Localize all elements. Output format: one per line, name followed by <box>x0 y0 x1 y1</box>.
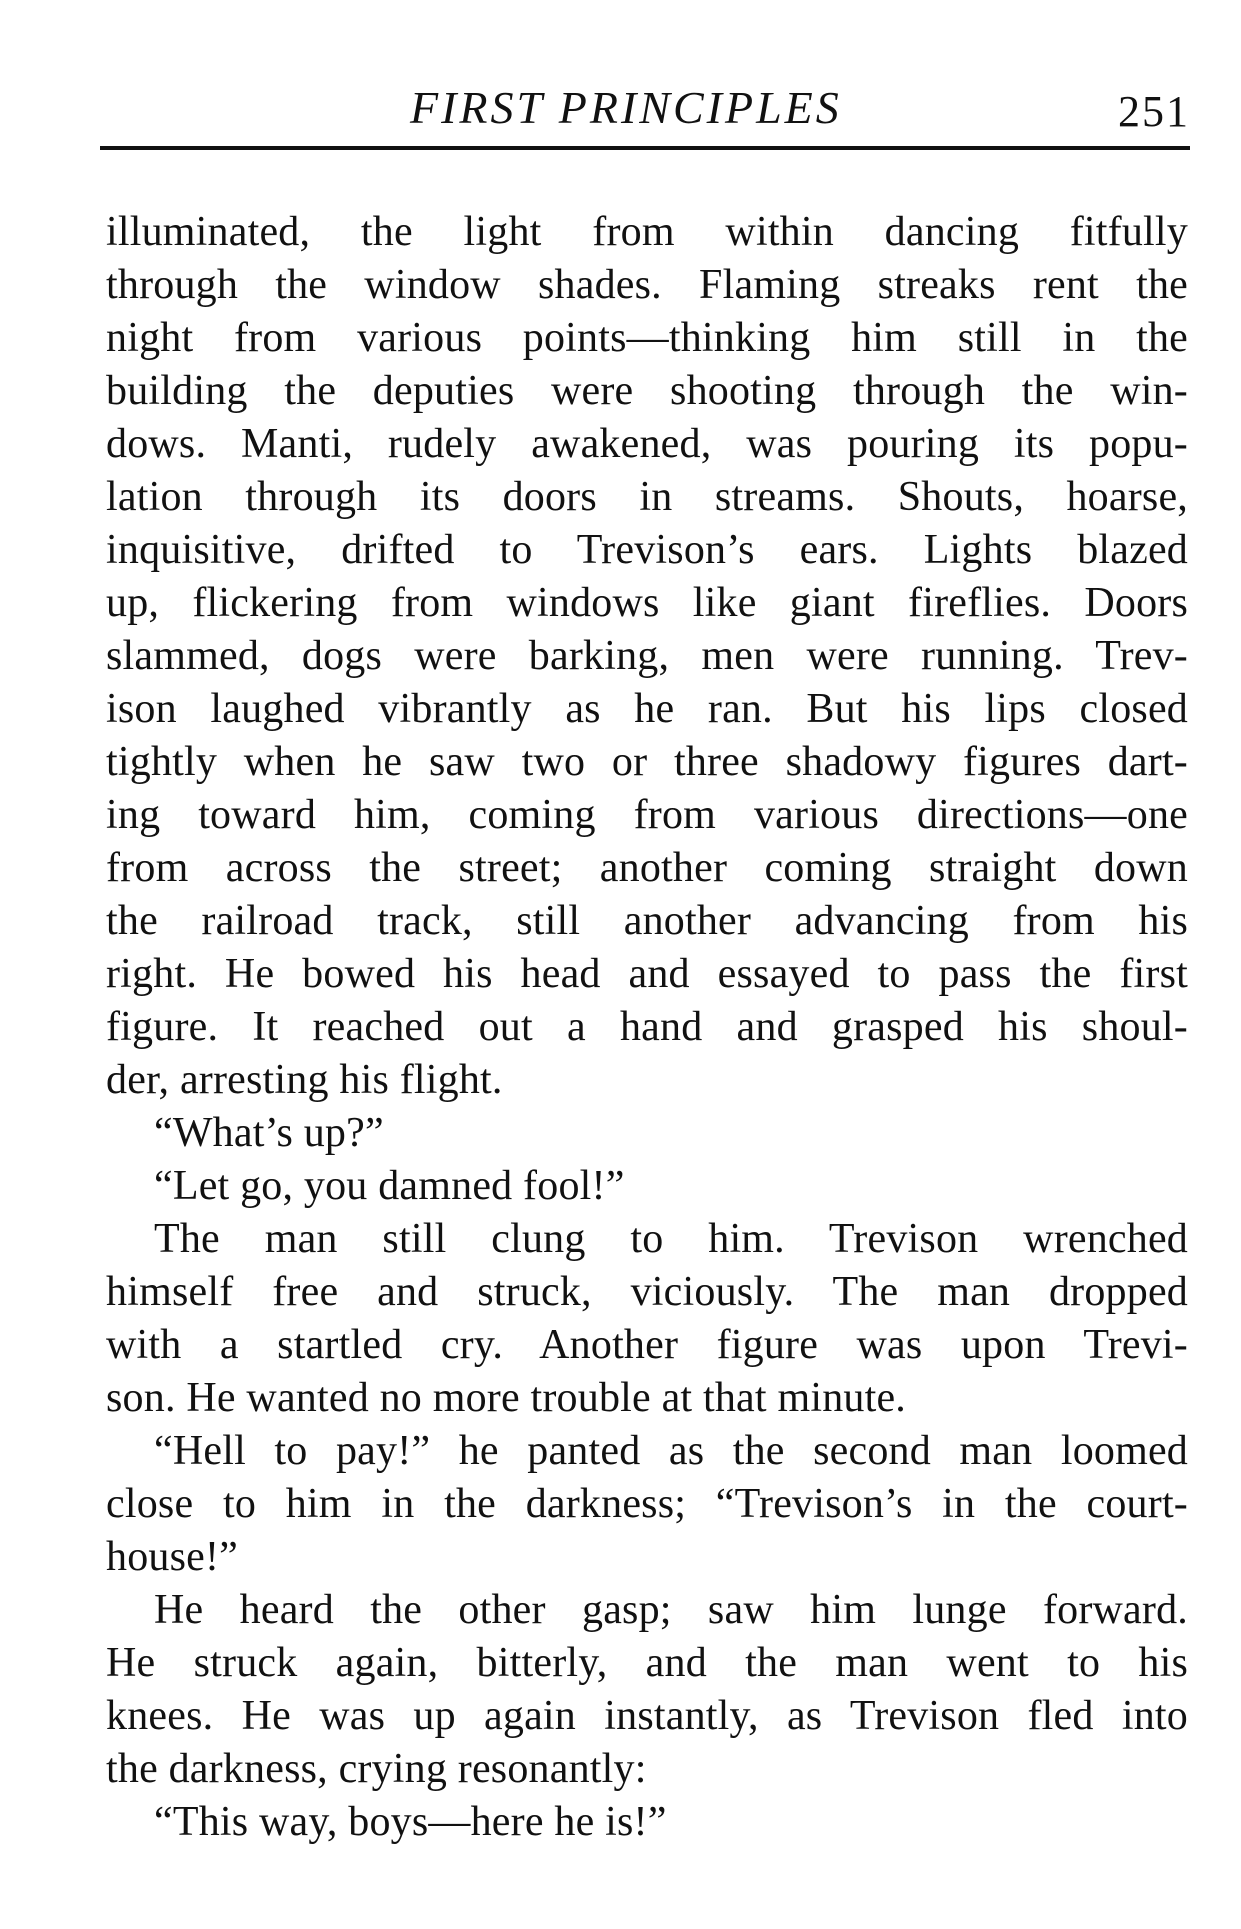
text-line: slammed, dogs were barking, men were running. Trev- <box>106 633 1188 679</box>
body-text <box>106 206 1188 1849</box>
text-line: ison laughed vibrantly as he ran. But his lips closed <box>106 686 1188 732</box>
text-line: “Let go, you damned fool!” <box>154 1163 625 1209</box>
text-line: the darkness, crying resonantly: <box>106 1746 647 1792</box>
text-line: ing toward him, coming from various directions—one <box>106 792 1188 838</box>
text-line: “Hell to pay!” he panted as the second man loomed <box>154 1428 1188 1474</box>
text-line: inquisitive, drifted to Trevison’s ears. Lights blazed <box>106 527 1188 573</box>
page-number: 251 <box>1118 87 1190 136</box>
text-line: “This way, boys—here he is!” <box>154 1799 667 1845</box>
text-line: “What’s up?” <box>154 1110 384 1156</box>
text-line: lation through its doors in streams. Shouts, hoarse, <box>106 474 1188 520</box>
text-line: the railroad track, still another advancing from his <box>106 898 1188 944</box>
text-line: right. He bowed his head and essayed to pass the first <box>106 951 1188 997</box>
text-line: building the deputies were shooting through the win- <box>106 368 1188 414</box>
text-line: night from various points—thinking him still in the <box>106 315 1188 361</box>
text-line: knees. He was up again instantly, as Trevison fled into <box>106 1693 1188 1739</box>
header-rule <box>100 146 1190 150</box>
text-line: figure. It reached out a hand and grasped his shoul- <box>106 1004 1188 1050</box>
text-line: illuminated, the light from within dancing fitfully <box>106 209 1188 255</box>
text-line: up, flickering from windows like giant fireflies. Doors <box>106 580 1188 626</box>
text-line: close to him in the darkness; “Trevison’s in the court- <box>106 1481 1188 1527</box>
text-line: tightly when he saw two or three shadowy figures dart- <box>106 739 1188 785</box>
text-line: with a startled cry. Another figure was upon Trevi- <box>106 1322 1188 1368</box>
text-line: He struck again, bitterly, and the man went to his <box>106 1640 1188 1686</box>
text-line: from across the street; another coming straight down <box>106 845 1188 891</box>
text-line: himself free and struck, viciously. The man dropped <box>106 1269 1188 1315</box>
running-head <box>100 78 1190 138</box>
text-line: dows. Manti, rudely awakened, was pouring its popu- <box>106 421 1188 467</box>
chapter-title: FIRST PRINCIPLES <box>410 82 842 133</box>
text-line: son. He wanted no more trouble at that minute. <box>106 1375 907 1421</box>
text-line: der, arresting his flight. <box>106 1057 503 1103</box>
text-line: The man still clung to him. Trevison wrenched <box>154 1216 1188 1262</box>
text-line: He heard the other gasp; saw him lunge forward. <box>154 1587 1188 1633</box>
text-line: house!” <box>106 1534 239 1580</box>
text-line: through the window shades. Flaming streaks rent the <box>106 262 1188 308</box>
